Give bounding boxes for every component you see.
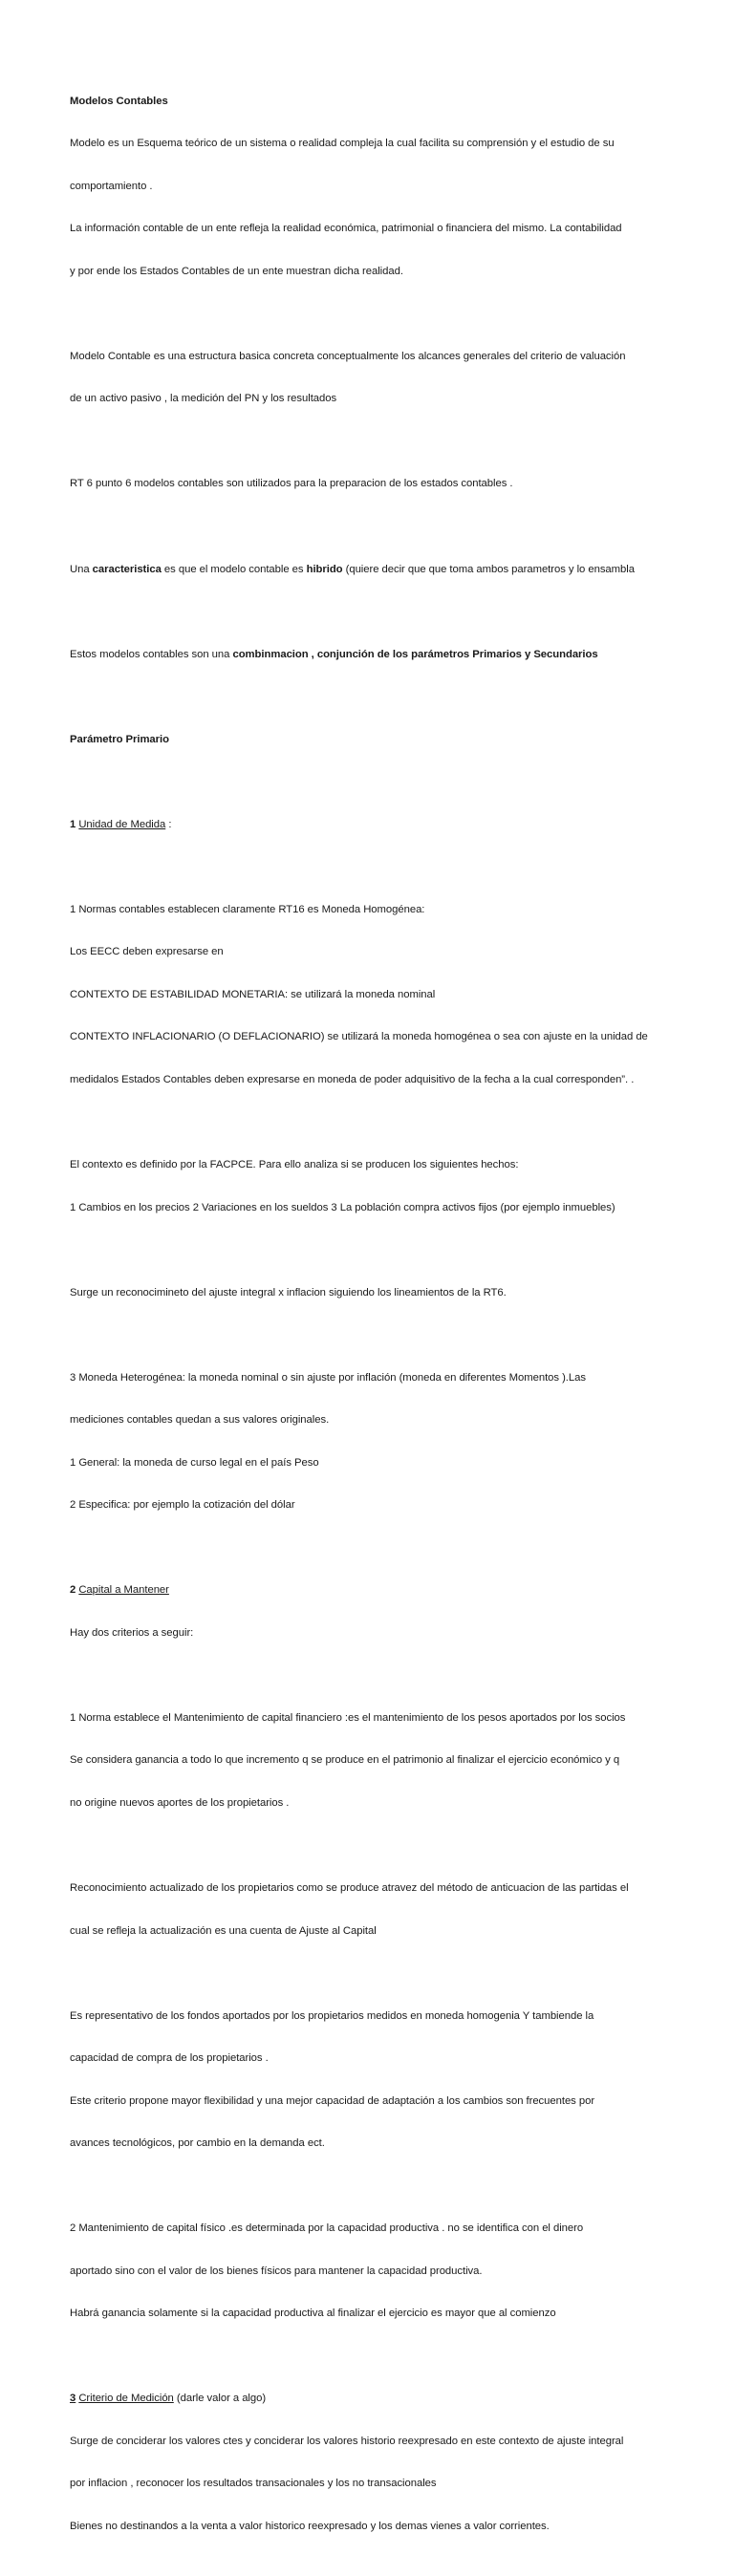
text-line: El contexto es definido por la FACPCE. Para ello analiza si se producen los siguientes hechos:	[70, 1158, 519, 1170]
paragraph-capital-financiero	[70, 1683, 691, 1838]
paragraph-caracteristica	[70, 534, 691, 605]
paragraph-heterogenea	[70, 1342, 691, 1541]
paragraph-reconocimiento	[70, 1853, 691, 1966]
document-page	[70, 66, 691, 2576]
text-line: 1 General: la moneda de curso legal en el país Peso	[70, 1456, 319, 1469]
text-line: RT 6 punto 6 modelos contables son utilizados para la preparacion de los estados contables .	[70, 478, 513, 490]
text-run: :	[165, 818, 172, 830]
paragraph-criterio-medicion	[70, 2364, 691, 2563]
text-line	[70, 2392, 691, 2406]
text-line: Bienes no destinandos a la venta a valor historico reexpresado y los demas vienes a valor corrientes.	[70, 2520, 550, 2532]
text-line: Se considera ganancia a todo lo que incremento q se produce en el patrimonio al finalizar el ejercicio económico y q	[70, 1754, 620, 1767]
text-line: avances tecnológicos, por cambio en la demanda ect.	[70, 2137, 325, 2150]
bold-term: caracteristica	[92, 563, 162, 575]
section-title: Criterio de Medición	[78, 2393, 174, 2405]
text-line: 2 Especifica: por ejemplo la cotización del dólar	[70, 1499, 295, 1512]
text-line: cual se refleja la actualización es una cuenta de Ajuste al Capital	[70, 1924, 377, 1937]
text-run: (quiere decir que que toma ambos parametros y lo ensambla	[342, 563, 635, 575]
text-line	[70, 648, 691, 662]
text-line: aportado sino con el valor de los bienes físicos para mantener la capacidad productiva.	[70, 2265, 483, 2277]
document-title: Modelos Contables	[70, 95, 168, 107]
section-title: Capital a Mantener	[78, 1584, 169, 1597]
text-line: La información contable de un ente refleja la realidad económica, patrimonial o financiera del mismo. La contabilidad	[70, 223, 622, 235]
text-line	[70, 818, 691, 832]
text-line: Modelo Contable es una estructura basica concreta conceptualmente los alcances generales del criterio de valuación	[70, 350, 626, 362]
section-number: 3	[70, 2393, 76, 2405]
text-line: no origine nuevos aportes de los propietarios .	[70, 1796, 290, 1809]
text-line: medidalos Estados Contables deben expresarse en moneda de poder adquisitivo de la fecha a la cual corresponden”. .	[70, 1073, 635, 1085]
paragraph-representativo	[70, 1981, 691, 2179]
text-line: Los EECC deben expresarse en	[70, 946, 224, 958]
text-run: (darle valor a algo)	[173, 2393, 267, 2405]
section-number: 2	[70, 1584, 76, 1597]
heading-parametro-primario	[70, 704, 691, 775]
section-number: 1	[70, 818, 76, 830]
text-line	[70, 1583, 691, 1598]
text-run: Estos modelos contables son una	[70, 648, 233, 660]
text-line: 3 Moneda Heterogénea: la moneda nominal o sin ajuste por inflación (moneda en diferentes Momentos ).Las	[70, 1371, 586, 1384]
section-heading: Parámetro Primario	[70, 733, 169, 745]
paragraph-contexto	[70, 1129, 691, 1243]
paragraph-rt6	[70, 449, 691, 520]
text-line: Reconocimiento actualizado de los propietarios como se produce atravez del método de anticuacion de las partidas el	[70, 1882, 629, 1894]
section-title: Unidad de Medida	[78, 818, 166, 830]
text-line: 1 Norma establece el Mantenimiento de capital financiero :es el mantenimiento de los pesos aportados por los socios	[70, 1711, 626, 1724]
text-line: Surge un reconocimineto del ajuste integral x inflacion siguiendo los lineamientos de la RT6.	[70, 1286, 507, 1299]
heading-unidad-medida	[70, 789, 691, 860]
text-line: 1 Normas contables establecen claramente RT16 es Moneda Homogénea:	[70, 903, 425, 915]
text-run: Una	[70, 563, 93, 575]
bold-term: hibrido	[306, 563, 343, 575]
paragraph-combinacion	[70, 619, 691, 690]
paragraph-intro	[70, 66, 691, 307]
text-line: CONTEXTO DE ESTABILIDAD MONETARIA: se utilizará la moneda nominal	[70, 988, 436, 1000]
text-line: por inflacion , reconocer los resultados transacionales y los no transacionales	[70, 2478, 437, 2490]
paragraph-surge	[70, 1257, 691, 1328]
text-line: 1 Cambios en los precios 2 Variaciones en los sueldos 3 La población compra activos fijos (por ejemplo inmuebles)	[70, 1201, 615, 1213]
text-line: 2 Mantenimiento de capital físico .es determinada por la capacidad productiva . no se identifica con el dinero	[70, 2222, 584, 2235]
text-line: y por ende los Estados Contables de un ente muestran dicha realidad.	[70, 265, 403, 277]
paragraph-normas	[70, 874, 691, 1115]
text-line: Habrá ganancia solamente si la capacidad productiva al finalizar el ejercicio es mayor que al comienzo	[70, 2308, 556, 2320]
text-line: Surge de conciderar los valores ctes y conciderar los valores historio reexpresado en este contexto de ajuste integral	[70, 2435, 624, 2447]
text-line: de un activo pasivo , la medición del PN y los resultados	[70, 393, 337, 405]
heading-capital-mantener	[70, 1556, 691, 1669]
text-run: es que el modelo contable es	[161, 563, 307, 575]
text-line: Hay dos criterios a seguir:	[70, 1626, 194, 1639]
text-line: mediciones contables quedan a sus valores originales.	[70, 1414, 330, 1427]
paragraph-modelo-contable	[70, 321, 691, 435]
bold-term: combinmacion , conjunción de los parámetros Primarios y Secundarios	[232, 648, 598, 660]
text-line: Modelo es un Esquema teórico de un sistema o realidad compleja la cual facilita su comprensión y el estudio de su	[70, 138, 615, 150]
text-line: capacidad de compra de los propietarios .	[70, 2052, 269, 2065]
paragraph-capital-fisico	[70, 2194, 691, 2350]
text-line: Es representativo de los fondos aportados por los propietarios medidos en moneda homogenia Y tambiende la	[70, 2009, 594, 2022]
text-line: CONTEXTO INFLACIONARIO (O DEFLACIONARIO) se utilizará la moneda homogénea o sea con ajuste en la unidad de	[70, 1031, 648, 1043]
text-line: Este criterio propone mayor flexibilidad y una mejor capacidad de adaptación a los cambios son frecuentes por	[70, 2094, 595, 2107]
text-line: comportamiento .	[70, 180, 153, 192]
text-line	[70, 563, 691, 577]
